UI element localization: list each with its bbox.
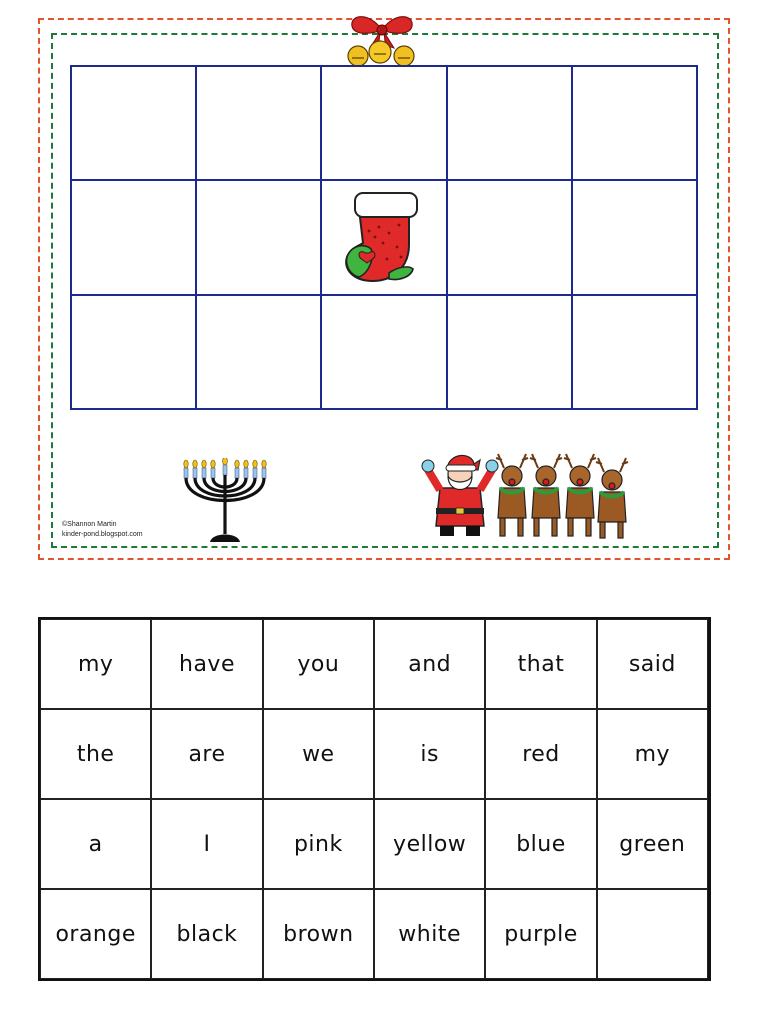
word-card: red (485, 709, 596, 799)
word-card: purple (485, 889, 596, 979)
word-card: the (40, 709, 151, 799)
frame-cell (196, 66, 321, 180)
frame-cell (196, 180, 321, 294)
santa-and-reindeer-icon (420, 448, 632, 540)
word-card: brown (263, 889, 374, 979)
frame-cell (447, 180, 572, 294)
ten-frame-grid (70, 65, 698, 410)
frame-cell (71, 180, 196, 294)
word-card: I (151, 799, 262, 889)
sight-word-cards (38, 617, 711, 981)
word-card: you (263, 619, 374, 709)
word-card: pink (263, 799, 374, 889)
word-card: yellow (374, 799, 485, 889)
jingle-bells-bow-icon (340, 8, 424, 70)
word-card: are (151, 709, 262, 799)
word-card: said (597, 619, 708, 709)
word-card: that (485, 619, 596, 709)
frame-cell (572, 295, 697, 409)
copyright-credit (62, 520, 143, 540)
word-card: my (40, 619, 151, 709)
word-card: a (40, 799, 151, 889)
word-card: orange (40, 889, 151, 979)
word-card: black (151, 889, 262, 979)
frame-cell (447, 295, 572, 409)
frame-cell (321, 295, 446, 409)
word-card: we (263, 709, 374, 799)
frame-cell (572, 66, 697, 180)
credit-website: kinder-pond.blogspot.com (62, 531, 143, 538)
word-card: have (151, 619, 262, 709)
frame-cell (71, 66, 196, 180)
frame-cell (71, 295, 196, 409)
frame-cell (447, 66, 572, 180)
word-card: white (374, 889, 485, 979)
word-card-empty (597, 889, 708, 979)
frame-cell (572, 180, 697, 294)
word-card: green (597, 799, 708, 889)
frame-cell (321, 66, 446, 180)
word-card: my (597, 709, 708, 799)
frame-cell (321, 180, 446, 294)
word-card: is (374, 709, 485, 799)
menorah-icon (180, 458, 270, 544)
christmas-stocking-icon (339, 187, 429, 287)
frame-cell (196, 295, 321, 409)
credit-author: ©Shannon Martin (62, 521, 117, 528)
word-card: and (374, 619, 485, 709)
word-card: blue (485, 799, 596, 889)
